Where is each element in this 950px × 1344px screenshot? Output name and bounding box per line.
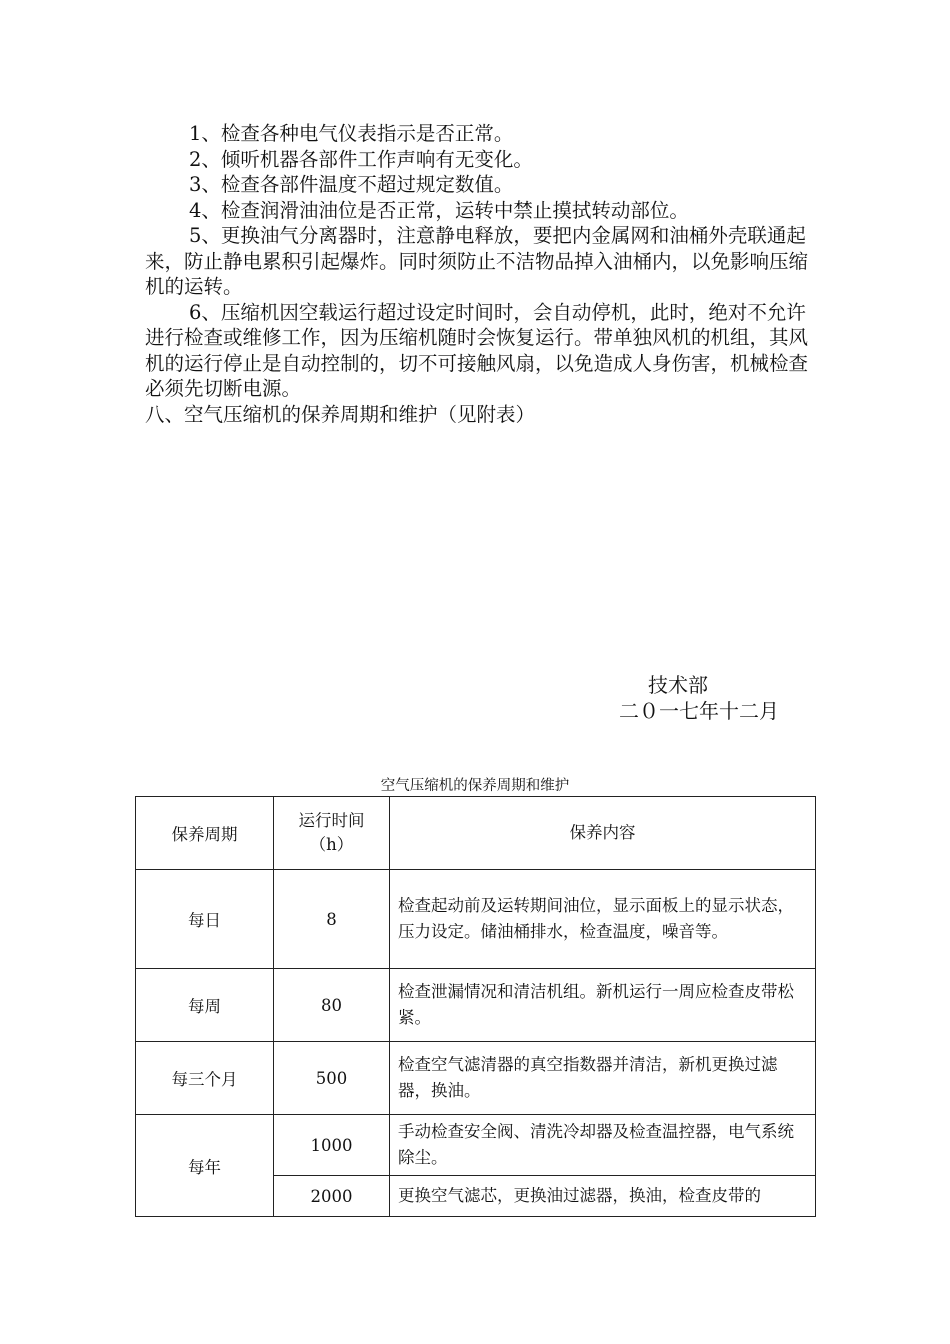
- header-period: 保养周期: [136, 797, 274, 870]
- body-text: [145, 121, 825, 427]
- cell-hours: 2000: [274, 1176, 390, 1217]
- paragraph-item-3: 3、检查各部件温度不超过规定数值。: [189, 173, 514, 196]
- cell-hours: 500: [274, 1042, 390, 1115]
- cell-period: 每日: [136, 870, 274, 969]
- table-row: [136, 1042, 816, 1115]
- cell-period: 每周: [136, 969, 274, 1042]
- table-header-row: [136, 797, 816, 870]
- header-hours-label: 运行时间（h）: [298, 811, 365, 854]
- cell-period: 每年: [136, 1115, 274, 1217]
- cell-content: 检查起动前及运转期间油位，显示面板上的显示状态，压力设定。储油桶排水，检查温度，噪音等。: [390, 870, 816, 969]
- signature-date: 二０一七年十二月: [619, 699, 779, 723]
- cell-hours: 80: [274, 969, 390, 1042]
- cell-hours: 8: [274, 870, 390, 969]
- cell-content-text: 更换空气滤芯，更换油过滤器，换油，检查皮带的: [398, 1186, 761, 1205]
- cell-content: [390, 1176, 816, 1217]
- paragraph-item-6: 6、压缩机因空载运行超过设定时间时，会自动停机，此时，绝对不允许进行检查或维修工作，因为压缩机随时会恢复运行。带单独风机的机组，其风机的运行停止是自动控制的，切不可接触风扇，以免造成人身伤害，机械检查必须先切断电源。: [145, 300, 809, 400]
- cell-hours: 1000: [274, 1115, 390, 1176]
- maintenance-table: [135, 796, 816, 1217]
- paragraph-item-4: 4、检查润滑油油位是否正常，运转中禁止摸拭转动部位。: [189, 198, 689, 222]
- cell-content: 检查泄漏情况和清洁机组。新机运行一周应检查皮带松紧。: [390, 969, 816, 1042]
- header-content: 保养内容: [390, 797, 816, 870]
- paragraph-item-2: 2、倾听机器各部件工作声响有无变化。: [189, 147, 533, 171]
- cell-content: 检查空气滤清器的真空指数器并清洁，新机更换过滤器，换油。: [390, 1042, 816, 1115]
- header-hours: [274, 797, 390, 870]
- table-row: [136, 969, 816, 1042]
- paragraph-item-5: 5、更换油气分离器时，注意静电释放，要把内金属网和油桶外壳联通起来，防止静电累积引起爆炸。同时须防止不洁物品掉入油桶内，以免影响压缩机的运转。: [145, 224, 809, 298]
- cell-period: 每三个月: [136, 1042, 274, 1115]
- paragraph-item-1: 1、检查各种电气仪表指示是否正常。: [189, 122, 514, 145]
- signature-block: [600, 672, 800, 724]
- table-row: [136, 1115, 816, 1176]
- signature-department: 技术部: [648, 673, 708, 697]
- section-heading: 八、空气压缩机的保养周期和维护（见附表）: [145, 402, 536, 426]
- cell-content: 手动检查安全阀、清洗冷却器及检查温控器，电气系统除尘。: [390, 1115, 816, 1176]
- table-caption: 空气压缩机的保养周期和维护: [380, 778, 570, 794]
- table-row: [136, 870, 816, 969]
